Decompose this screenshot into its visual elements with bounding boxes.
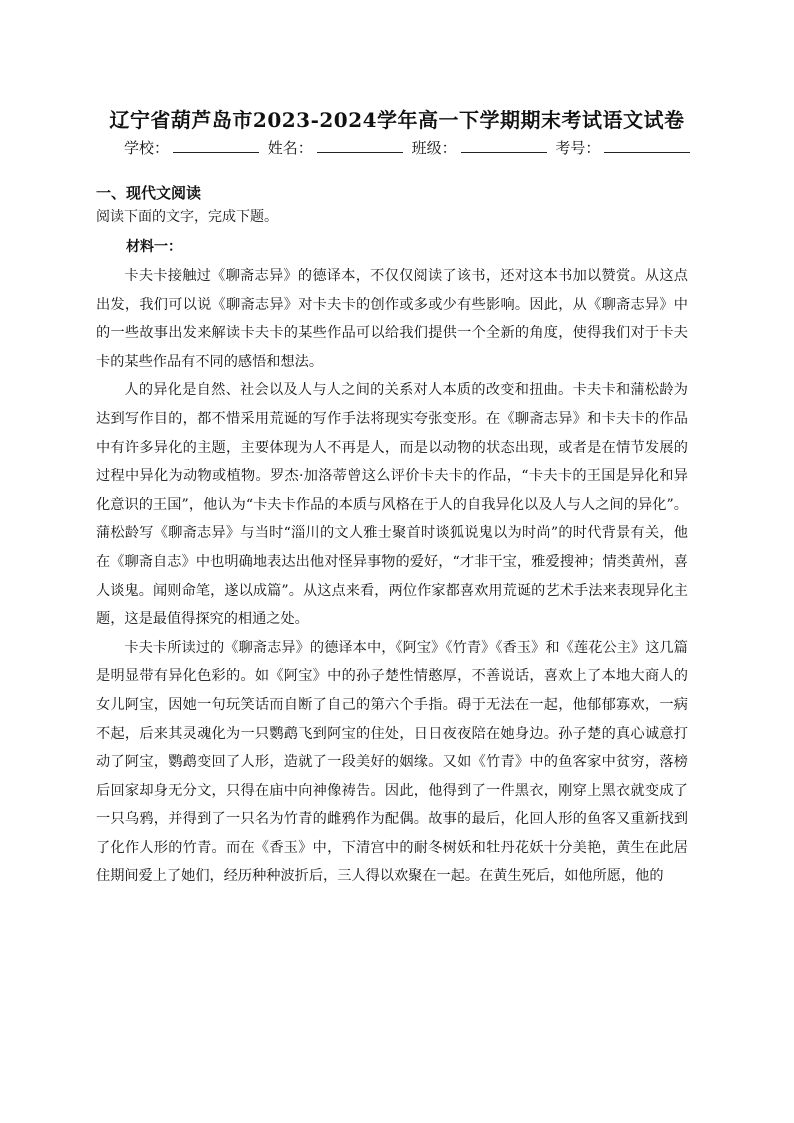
student-info-line [124,137,684,158]
name-blank [317,138,403,153]
passage-body [96,262,688,891]
school-label: 学校： [124,139,170,157]
name-label: 姓名： [267,139,313,157]
class-label: 班级： [411,139,457,157]
reading-instruction: 阅读下面的文字，完成下题。 [96,209,278,225]
exam-number-label: 考号： [555,139,601,157]
exam-number-blank [604,138,690,153]
exam-title: 辽宁省葫芦岛市2023-2024学年高一下学期期末考试语文试卷 [109,108,685,132]
paragraph-1: 卡夫卡接触过《聊斋志异》的德译本，不仅仅阅读了该书，还对这本书加以赞赏。从这点出发，我们可以说《聊斋志异》对卡夫卡的创作或多或少有些影响。因此，从《聊斋志异》中的一些故事出发来解读卡夫卡的某些作品可以给我们提供一个全新的角度，使得我们对于卡夫卡的某些作品有不同的感悟和想法。 [96,268,688,370]
material-label: 材料一： [126,239,182,255]
paragraph-2: 人的异化是自然、社会以及人与人之间的关系对人本质的改变和扭曲。卡夫卡和蒲松龄为达到写作目的，都不惜采用荒诞的写作手法将现实夸张变形。在《聊斋志异》和卡夫卡的作品中有许多异化的主题，主要体现为人不再是人，而是以动物的状态出现，或者是在情节发展的过程中异化为动物或植物。罗杰·加洛蒂曾这么评价卡夫卡的作品，“卡夫卡的王国是异化和异化意识的王国”，他认为“卡夫卡作品的本质与风格在于人的自我异化以及人与人之间的异化”。蒲松龄写《聊斋志异》与当时“淄川的文人雅士聚首时谈狐说鬼以为时尚”的时代背景有关，他在《聊斋自志》中也明确地表达出他对怪异事物的爱好，“才非干宝，雅爱搜神；情类黄州，喜人谈鬼。闻则命笔，遂以成篇”。从这点来看，两位作家都喜欢用荒诞的艺术手法来表现异化主题，这是最值得探究的相通之处。 [96,382,688,628]
school-blank [173,138,259,153]
section-heading: 一、现代文阅读 [96,184,202,202]
paragraph-3: 卡夫卡所读过的《聊斋志异》的德译本中，《阿宝》《竹青》《香玉》和《莲花公主》这几篇是明显带有异化色彩的。如《阿宝》中的孙子楚性情憨厚，不善说话，喜欢上了本地大商人的女儿阿宝，因她一句玩笑话而自断了自己的第六个手指。碍于无法在一起，他郁郁寡欢，一病不起，后来其灵魂化为一只鹦鹉飞到阿宝的住处，日日夜夜陪在她身边。孙子楚的真心诚意打动了阿宝，鹦鹉变回了人形，造就了一段美好的姻缘。又如《竹青》中的鱼客家中贫穷，落榜后回家却身无分文，只得在庙中向神像祷告。因此，他得到了一件黑衣，刚穿上黑衣就变成了一只乌鸦，并得到了一只名为竹青的雌鸦作为配偶。故事的最后，化回人形的鱼客又重新找到了化作人形的竹青。而在《香玉》中，下清宫中的耐冬树妖和牡丹花妖十分美艳，黄生在此居住期间爱上了她们，经历种种波折后，三人得以欢聚在一起。在黄生死后，如他所愿，他的 [96,639,688,885]
class-blank [461,138,547,153]
